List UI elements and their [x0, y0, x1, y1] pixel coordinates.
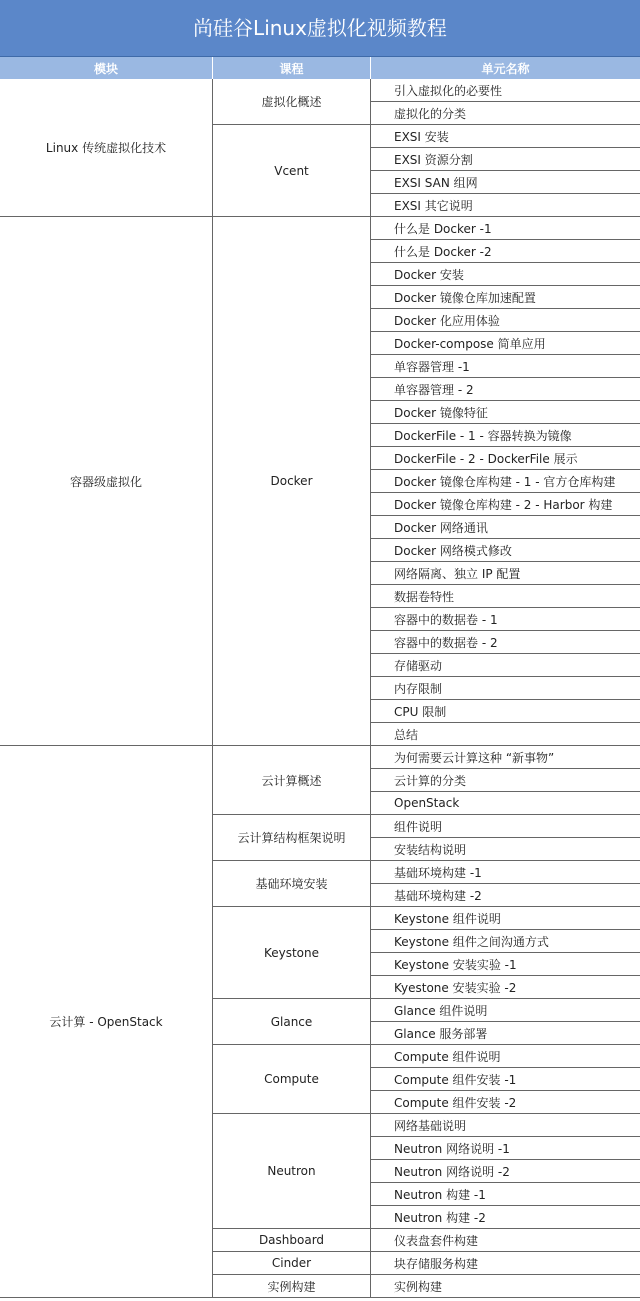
unit-cell: 网络隔离、独立 IP 配置: [371, 562, 640, 585]
unit-cell: DockerFile - 1 - 容器转换为镜像: [371, 424, 640, 447]
course-cell: Compute: [213, 1045, 371, 1114]
unit-cell: Compute 组件说明: [371, 1045, 640, 1068]
module-cell: Linux 传统虚拟化技术: [0, 79, 213, 217]
course-cell: 虚拟化概述: [213, 79, 371, 125]
unit-cell: 容器中的数据卷 - 1: [371, 608, 640, 631]
unit-cell: Glance 组件说明: [371, 999, 640, 1022]
unit-cell: Docker 镜像仓库加速配置: [371, 286, 640, 309]
unit-cell: 内存限制: [371, 677, 640, 700]
unit-cell: Docker 网络模式修改: [371, 539, 640, 562]
table-header: [0, 57, 640, 79]
unit-cell: EXSI 资源分割: [371, 148, 640, 171]
course-cell: 云计算概述: [213, 746, 371, 815]
unit-cell: 什么是 Docker -1: [371, 217, 640, 240]
unit-cell: 容器中的数据卷 - 2: [371, 631, 640, 654]
header-unit: 单元名称: [481, 61, 530, 76]
unit-cell: OpenStack: [371, 792, 640, 815]
unit-cell: 安装结构说明: [371, 838, 640, 861]
unit-cell: 云计算的分类: [371, 769, 640, 792]
unit-cell: DockerFile - 2 - DockerFile 展示: [371, 447, 640, 470]
unit-cell: Compute 组件安装 -1: [371, 1068, 640, 1091]
unit-cell: 组件说明: [371, 815, 640, 838]
unit-cell: EXSI 安装: [371, 125, 640, 148]
unit-cell: Compute 组件安装 -2: [371, 1091, 640, 1114]
unit-cell: Neutron 网络说明 -1: [371, 1137, 640, 1160]
unit-cell: Neutron 构建 -2: [371, 1206, 640, 1229]
course-cell: 云计算结构框架说明: [213, 815, 371, 861]
unit-cell: 总结: [371, 723, 640, 746]
unit-cell: 为何需要云计算这种 “新事物”: [371, 746, 640, 769]
course-cell: Vcent: [213, 125, 371, 217]
course-cell: 实例构建: [213, 1275, 371, 1298]
unit-cell: CPU 限制: [371, 700, 640, 723]
course-table: [0, 79, 640, 1298]
unit-cell: 单容器管理 - 2: [371, 378, 640, 401]
unit-cell: Docker 镜像特征: [371, 401, 640, 424]
unit-cell: Keystone 组件说明: [371, 907, 640, 930]
unit-cell: 引入虚拟化的必要性: [371, 79, 640, 102]
unit-cell: 块存储服务构建: [371, 1252, 640, 1275]
unit-cell: Docker-compose 简单应用: [371, 332, 640, 355]
unit-cell: Keystone 组件之间沟通方式: [371, 930, 640, 953]
unit-cell: Docker 网络通讯: [371, 516, 640, 539]
unit-cell: 实例构建: [371, 1275, 640, 1298]
course-cell: Docker: [213, 217, 371, 746]
unit-cell: 基础环境构建 -1: [371, 861, 640, 884]
course-cell: Neutron: [213, 1114, 371, 1229]
unit-cell: Neutron 构建 -1: [371, 1183, 640, 1206]
unit-cell: 仪表盘套件构建: [371, 1229, 640, 1252]
unit-cell: 什么是 Docker -2: [371, 240, 640, 263]
unit-cell: Docker 安装: [371, 263, 640, 286]
unit-cell: 数据卷特性: [371, 585, 640, 608]
unit-cell: 单容器管理 -1: [371, 355, 640, 378]
unit-cell: Docker 镜像仓库构建 - 2 - Harbor 构建: [371, 493, 640, 516]
unit-cell: Kyestone 安装实验 -2: [371, 976, 640, 999]
unit-cell: Neutron 网络说明 -2: [371, 1160, 640, 1183]
page-title: 尚硅谷Linux虚拟化视频教程: [0, 0, 640, 57]
course-cell: Keystone: [213, 907, 371, 999]
module-cell: 云计算 - OpenStack: [0, 746, 213, 1298]
unit-cell: 虚拟化的分类: [371, 102, 640, 125]
course-cell: Glance: [213, 999, 371, 1045]
unit-cell: Keystone 安装实验 -1: [371, 953, 640, 976]
course-cell: 基础环境安装: [213, 861, 371, 907]
unit-cell: EXSI 其它说明: [371, 194, 640, 217]
unit-cell: 基础环境构建 -2: [371, 884, 640, 907]
unit-cell: Glance 服务部署: [371, 1022, 640, 1045]
unit-cell: EXSI SAN 组网: [371, 171, 640, 194]
unit-cell: 存储驱动: [371, 654, 640, 677]
course-cell: Dashboard: [213, 1229, 371, 1252]
unit-cell: Docker 镜像仓库构建 - 1 - 官方仓库构建: [371, 470, 640, 493]
module-cell: 容器级虚拟化: [0, 217, 213, 746]
course-cell: Cinder: [213, 1252, 371, 1275]
header-course: 课程: [213, 57, 371, 79]
unit-cell: 网络基础说明: [371, 1114, 640, 1137]
unit-cell: Docker 化应用体验: [371, 309, 640, 332]
header-module: 模块: [0, 57, 213, 79]
